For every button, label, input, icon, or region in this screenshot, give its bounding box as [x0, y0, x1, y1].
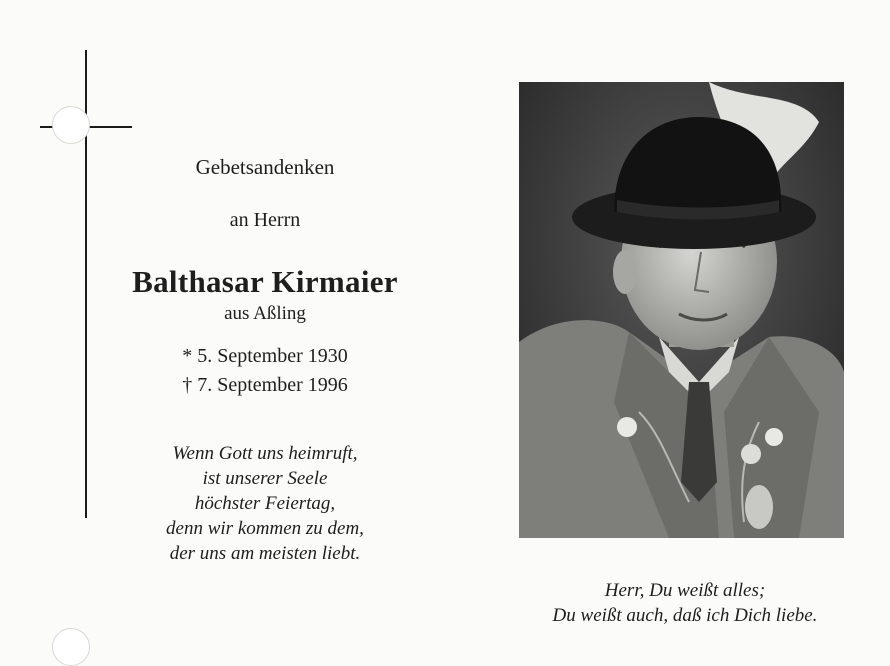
portrait-photo [519, 82, 844, 538]
verse-line: Wenn Gott uns heimruft, [172, 443, 358, 464]
verse-line: höchster Feiertag, [194, 493, 336, 514]
death-date: † 7. September 1996 [182, 374, 348, 396]
punch-hole-icon [52, 628, 90, 666]
closing-line: Du weißt auch, daß ich Dich liebe. [552, 605, 818, 626]
closing-line: Herr, Du weißt alles; [604, 580, 766, 601]
verse-line: denn wir kommen zu dem, [166, 518, 364, 539]
salutation: an Herrn [229, 209, 301, 231]
punch-hole-icon [52, 106, 90, 144]
origin: aus Aßling [224, 303, 306, 324]
card-heading: Gebetsandenken [195, 155, 335, 179]
portrait-illustration [519, 82, 844, 538]
deceased-name: Balthasar Kirmaier [132, 264, 398, 299]
verse [115, 441, 415, 566]
verse-line: der uns am meisten liebt. [169, 543, 361, 564]
verse-line: ist unserer Seele [202, 468, 328, 489]
birth-date: * 5. September 1930 [182, 345, 348, 367]
